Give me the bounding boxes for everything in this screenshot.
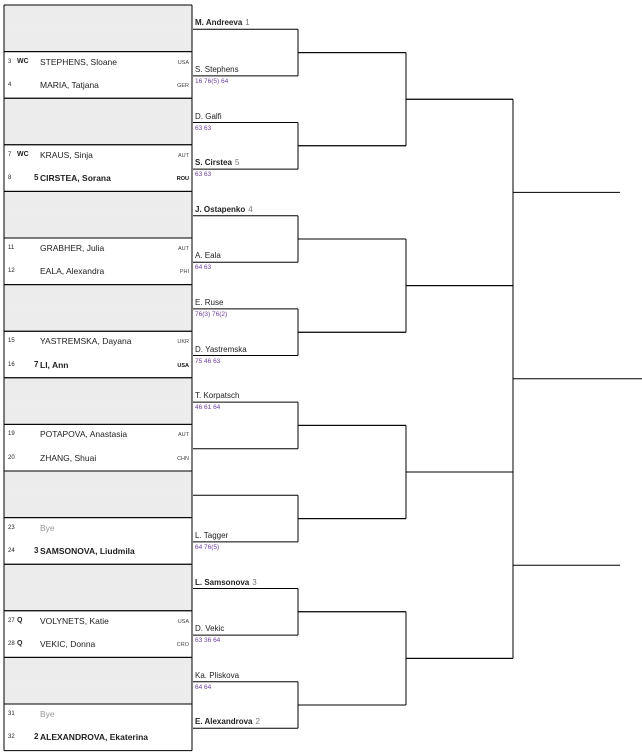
match-score: 64 64	[195, 683, 212, 691]
player-name: YASTREMSKA, Dayana	[40, 336, 132, 347]
match-shading	[4, 122, 192, 145]
draw-position: 11	[8, 245, 15, 251]
round2-name: Ka. Pliskova	[195, 670, 240, 680]
draw-position: 16	[8, 361, 15, 368]
player-country: AUT	[178, 246, 189, 252]
round2-name: E. Ruse	[195, 297, 224, 307]
match-shading	[4, 401, 192, 424]
match-score: 16 76(5) 64	[195, 77, 229, 85]
player-name: KRAUS, Sinja	[40, 149, 93, 160]
round2-name: L. Samsonova	[195, 577, 250, 587]
match-shading	[4, 285, 192, 308]
round2-name: S. Stephens	[195, 64, 239, 74]
match-shading	[4, 681, 192, 704]
round2-name: D. Galfi	[195, 111, 222, 121]
entry-status: Q	[17, 640, 23, 648]
match-score: 64 76(5)	[195, 543, 220, 551]
round2-seed: 4	[248, 204, 253, 214]
player-country: USA	[177, 618, 189, 625]
player-name: ZHANG, Shuai	[40, 452, 97, 463]
round2-name: A. Eala	[195, 251, 221, 261]
entry-status: WC	[17, 150, 29, 158]
player-name: MARIA, Tatjana	[40, 79, 99, 90]
match-shading	[4, 5, 192, 28]
player-name: SAMSONOVA, Liudmila	[40, 545, 135, 556]
player-name: VOLYNETS, Katie	[40, 615, 109, 626]
match-score: 63 63	[195, 124, 212, 132]
round2-name: S. Cirstea	[195, 158, 232, 168]
draw-position: 24	[8, 547, 15, 554]
round2-seed: 2	[255, 717, 260, 727]
entry-status: Q	[17, 616, 23, 624]
player-country: PHI	[179, 269, 189, 276]
match-shading	[4, 378, 192, 401]
draw-position: 7	[8, 151, 12, 158]
draw-position: 20	[8, 454, 15, 461]
player-name: LI, Ann	[40, 359, 69, 370]
seed-number: 3	[34, 545, 39, 555]
round2-name: M. Andreeva	[195, 18, 243, 28]
player-country: CRO	[176, 642, 189, 649]
match-shading	[4, 657, 192, 680]
player-country: UKR	[177, 339, 189, 346]
draw-position: 28	[8, 641, 15, 648]
round2-name: T. Korpatsch	[195, 391, 240, 401]
match-score: 75 46 63	[195, 357, 221, 365]
player-name: CIRSTEA, Sorana	[40, 173, 111, 184]
match-shading	[4, 215, 192, 238]
draw-position: 4	[8, 81, 12, 88]
match-score: 64 63	[195, 264, 212, 272]
player-name: STEPHENS, Sloane	[40, 56, 118, 67]
seed-number: 5	[34, 173, 39, 183]
match-shading	[4, 471, 192, 494]
match-score: 76(3) 76(2)	[195, 310, 228, 318]
round2-name: E. Alexandrova	[195, 717, 253, 727]
player-country: CHN	[177, 455, 189, 462]
player-country: USA	[177, 362, 189, 369]
player-name: Bye	[40, 709, 55, 719]
player-name: Bye	[40, 522, 55, 533]
player-name: VEKIC, Donna	[40, 639, 96, 650]
round2-name: D. Vekic	[195, 624, 225, 634]
player-name: POTAPOVA, Anastasia	[40, 429, 128, 440]
match-shading	[4, 588, 192, 611]
draw-position: 31	[8, 711, 15, 717]
player-country: USA	[177, 59, 189, 66]
round2-seed: 1	[245, 18, 250, 28]
round2-seed: 5	[234, 158, 240, 168]
match-shading	[4, 494, 192, 517]
seed-number: 7	[34, 359, 39, 369]
draw-position: 23	[8, 524, 15, 531]
round2-name: D. Yastremska	[195, 344, 247, 354]
player-country: AUT	[178, 152, 189, 159]
draw-position: 19	[8, 431, 15, 438]
match-shading	[4, 191, 192, 214]
draw-position: 27	[8, 617, 15, 624]
draw-position: 3	[8, 58, 12, 65]
entry-status: WC	[17, 57, 29, 65]
seed-number: 2	[34, 732, 39, 742]
round2-name: L. Tagger	[195, 530, 229, 540]
draw-position: 32	[8, 734, 15, 741]
match-shading	[4, 98, 192, 121]
round2-name: J. Ostapenko	[195, 204, 246, 214]
player-country: ROU	[176, 176, 189, 183]
draw-position: 12	[8, 268, 15, 275]
player-name: GRABHER, Julia	[40, 243, 105, 253]
draw-position: 8	[8, 175, 12, 182]
player-name: ALEXANDROVA, Ekaterina	[40, 732, 149, 743]
player-country: GER	[177, 82, 189, 89]
round2-seed: 3	[252, 577, 257, 587]
match-shading	[4, 308, 192, 331]
draw-position: 15	[8, 338, 15, 345]
match-shading	[4, 564, 192, 587]
player-name: EALA, Alexandra	[40, 266, 105, 277]
match-score: 63 63	[195, 171, 212, 179]
match-score: 46 61 64	[195, 404, 221, 412]
match-shading	[4, 28, 192, 51]
player-country: AUT	[178, 432, 189, 439]
match-score: 63 36 64	[195, 637, 221, 645]
